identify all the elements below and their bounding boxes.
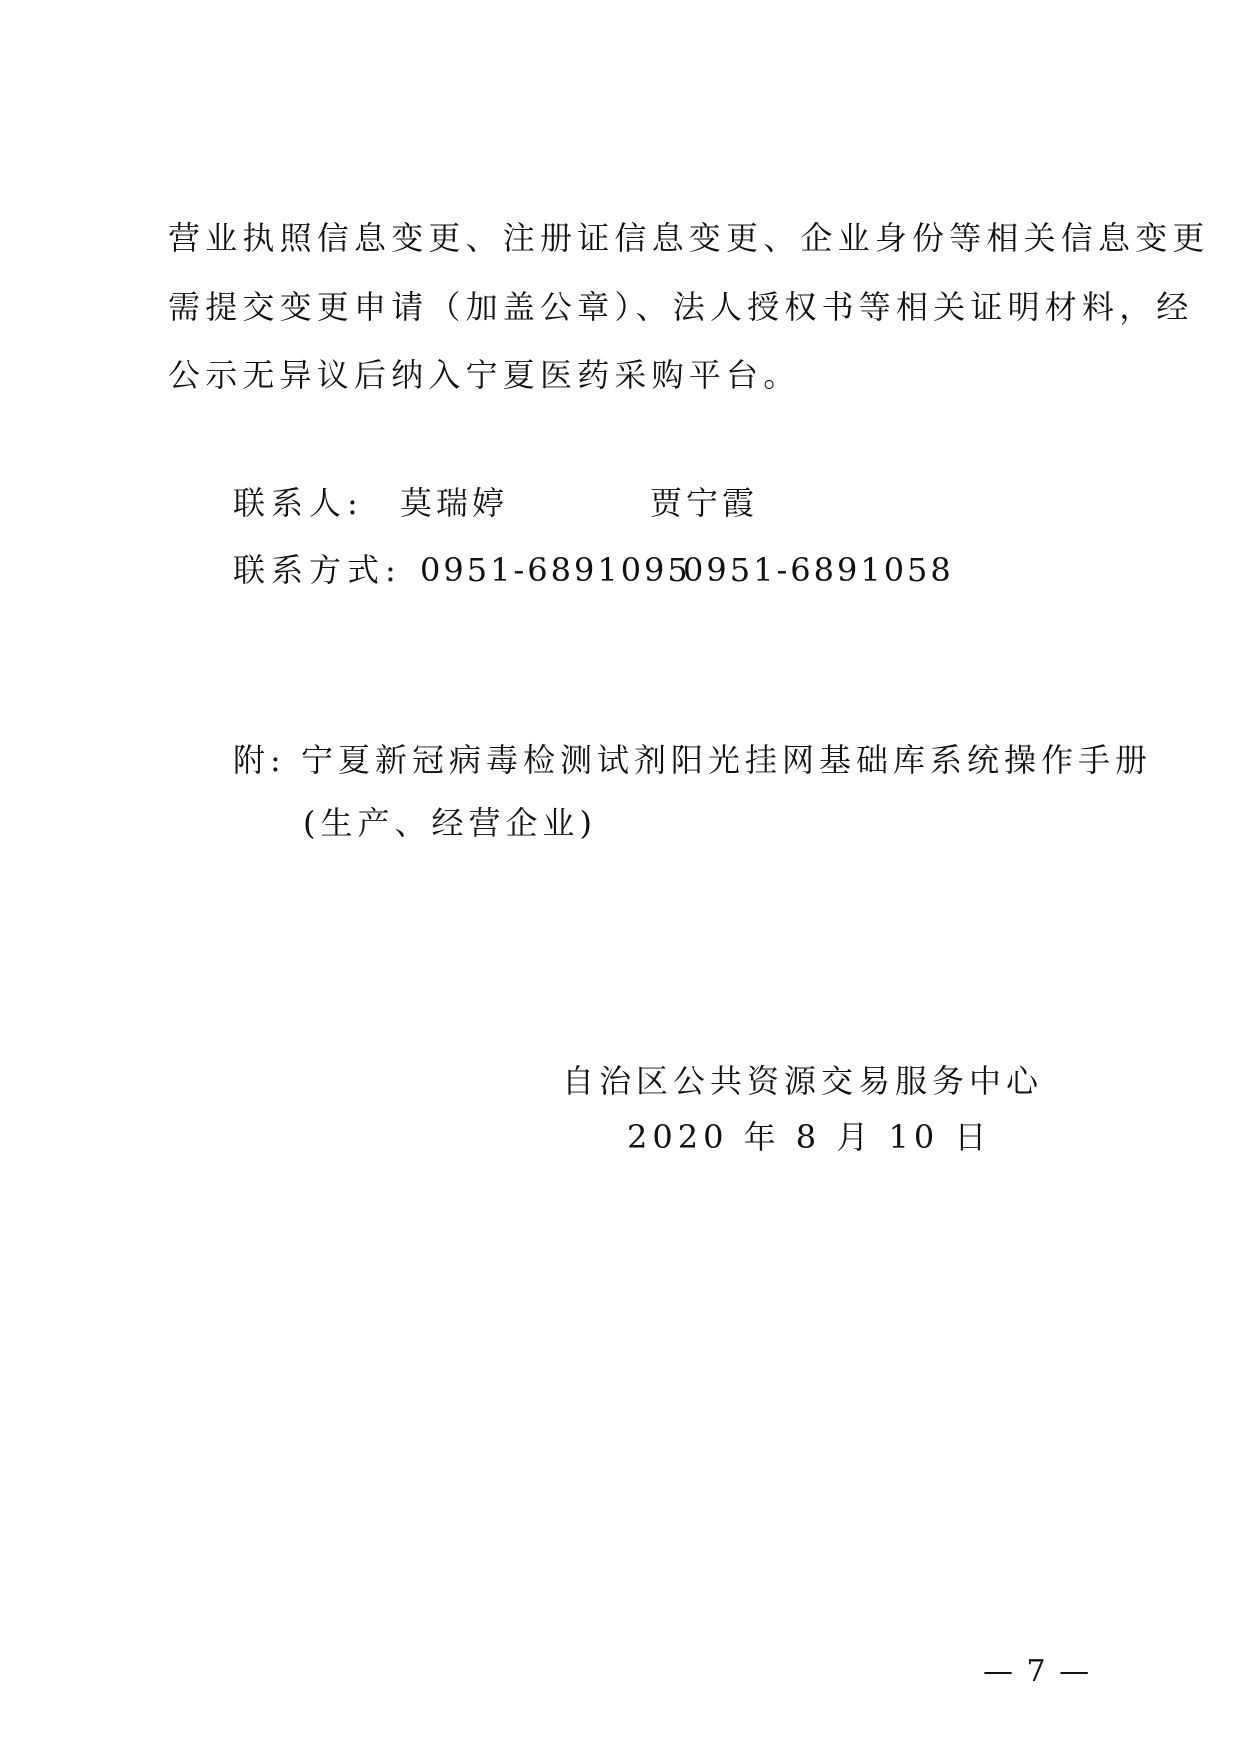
contact-person-2: 贾宁霞 <box>650 484 759 522</box>
body-paragraph-line-2: 需提交变更申请（加盖公章）、法人授权书等相关证明材料，经 <box>168 288 1194 326</box>
body-paragraph-line-1: 营业执照信息变更、注册证信息变更、企业身份等相关信息变更 <box>168 219 1210 257</box>
page-number: — 7 — <box>983 1654 1092 1689</box>
contact-person-label: 联系人: <box>233 484 364 522</box>
attachment-line-1: 附: 宁夏新冠病毒检测试剂阳光挂网基础库系统操作手册 <box>233 741 1152 779</box>
body-paragraph-line-3: 公示无异议后纳入宁夏医药采购平台。 <box>168 356 801 394</box>
contact-phone-label: 联系方式: <box>233 551 402 589</box>
signature-organization: 自治区公共资源交易服务中心 <box>562 1062 1044 1100</box>
contact-person-1: 莫瑞婷 <box>400 484 509 522</box>
signature-date: 2020 年 8 月 10 日 <box>627 1118 992 1156</box>
contact-phone-2: 0951-6891058 <box>683 551 954 589</box>
attachment-line-2: (生产、经营企业) <box>303 804 597 842</box>
contact-phone-1: 0951-6891095 <box>420 551 691 589</box>
